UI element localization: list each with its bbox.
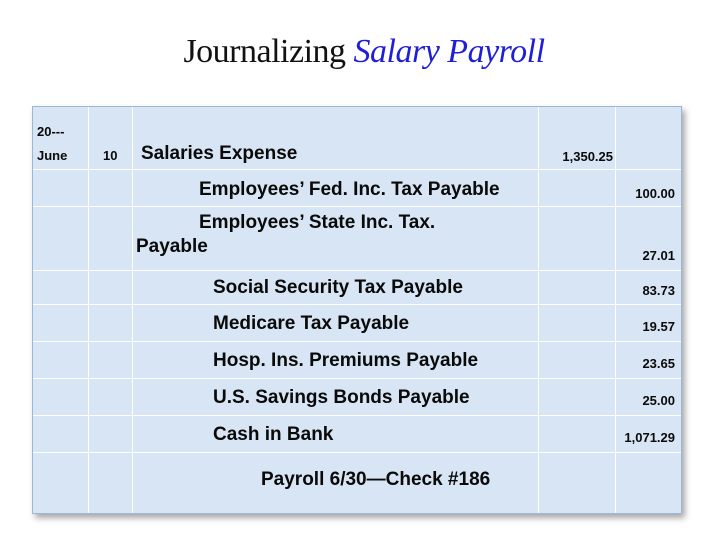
- credit-amount: 83.73: [642, 283, 675, 298]
- entry-month: June: [37, 148, 68, 163]
- credit-amount: 27.01: [642, 248, 675, 263]
- row-divider: [33, 415, 681, 416]
- entry-memo: Payroll 6/30—Check #186: [261, 469, 491, 490]
- row-divider: [33, 452, 681, 453]
- credit-amount: 100.00: [635, 186, 675, 201]
- credit-account-line2: Payable: [136, 236, 208, 257]
- credit-amount: 23.65: [642, 356, 675, 371]
- debit-account: Salaries Expense: [141, 143, 298, 164]
- credit-account: Medicare Tax Payable: [213, 313, 410, 334]
- credit-account: U.S. Savings Bonds Payable: [213, 387, 470, 408]
- row-divider: [33, 341, 681, 342]
- credit-account: Hosp. Ins. Premiums Payable: [213, 350, 479, 371]
- credit-amount: 19.57: [642, 319, 675, 334]
- entry-day: 10: [103, 148, 118, 163]
- debit-amount: 1,350.25: [562, 149, 613, 164]
- row-divider: [33, 206, 681, 207]
- row-divider: [33, 169, 681, 170]
- page-title: [0, 30, 728, 74]
- credit-account: Employees’ Fed. Inc. Tax Payable: [199, 179, 500, 200]
- title-plain: Journalizing: [183, 33, 346, 70]
- row-divider: [33, 304, 681, 305]
- credit-amount: 1,071.29: [624, 430, 675, 445]
- row-divider: [33, 378, 681, 379]
- credit-account-line1: Employees’ State Inc. Tax.: [199, 212, 436, 233]
- row-divider: [33, 270, 681, 271]
- title-accent: Salary Payroll: [353, 33, 545, 70]
- credit-account: Social Security Tax Payable: [213, 277, 463, 298]
- credit-amount: 25.00: [642, 393, 675, 408]
- credit-account: Cash in Bank: [213, 424, 334, 445]
- entry-year: 20---: [37, 124, 65, 139]
- general-journal-table: [32, 106, 682, 514]
